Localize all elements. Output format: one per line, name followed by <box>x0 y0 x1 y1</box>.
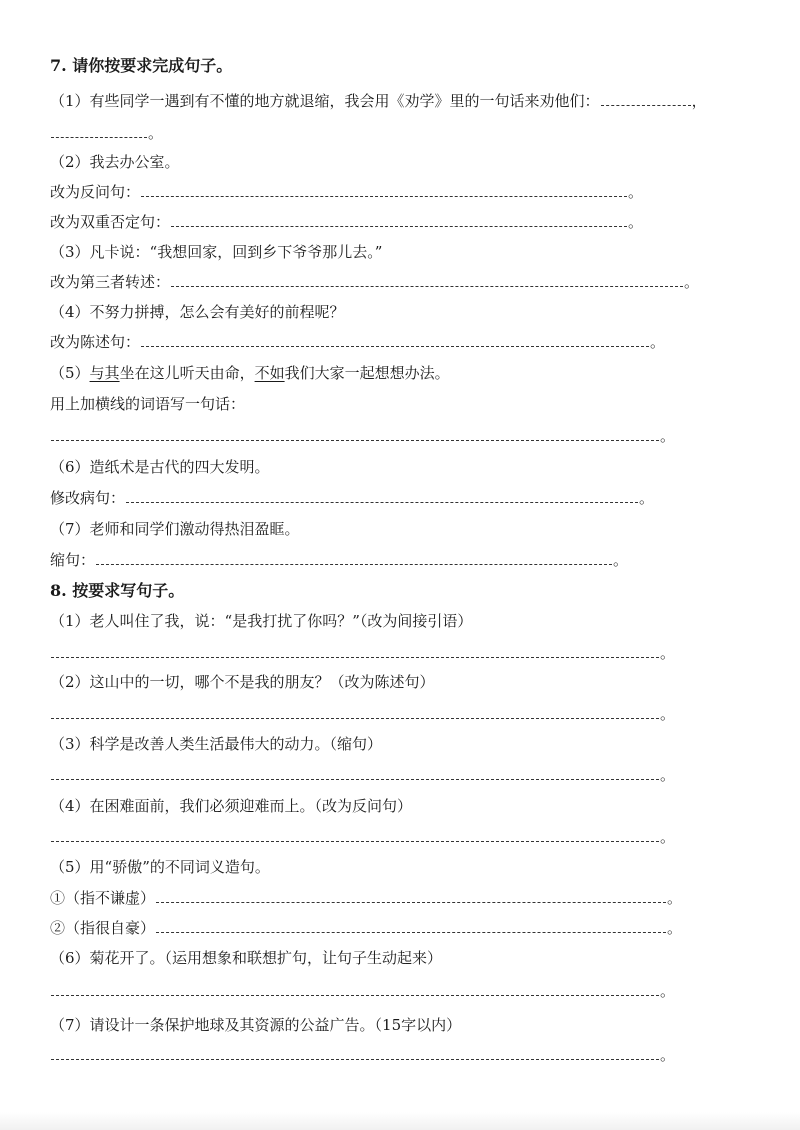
q7-s5-num: （5） <box>50 364 90 382</box>
q8-s4-end: 。 <box>660 828 676 846</box>
q8-s5a-end: 。 <box>667 889 683 907</box>
q8-heading: 8. 按要求写句子。 <box>50 581 185 600</box>
q7-s1-comma: ， <box>691 92 707 110</box>
q7-s6-answer[interactable] <box>126 490 638 503</box>
q8-s4-line <box>50 826 675 848</box>
q8-s1-end: 。 <box>660 644 676 662</box>
q7-s4-line <box>50 331 665 353</box>
q7-s5-answer[interactable] <box>51 428 659 441</box>
q8-s2-text: （2）这山中的一切，哪个不是我的朋友？（改为陈述句） <box>50 673 435 691</box>
q8-s4-answer[interactable] <box>51 829 659 842</box>
q7-s6-text: （6）造纸术是古代的四大发明。 <box>50 458 270 476</box>
q8-s2-line <box>50 703 675 725</box>
q8-s6-text: （6）菊花开了。（运用想象和联想扩句，让句子生动起来） <box>50 949 443 967</box>
q7-s6-line <box>50 487 654 509</box>
q7-heading: 7. 请你按要求完成句子。 <box>50 56 233 75</box>
q7-s6-end: 。 <box>639 489 655 507</box>
q7-s5-underlined-2: 不如 <box>254 364 285 382</box>
q8-s5b-answer[interactable] <box>156 920 666 933</box>
q8-s1-line <box>50 642 675 664</box>
q7-s4-text: （4）不努力拼搏，怎么会有美好的前程呢？ <box>50 303 345 321</box>
q8-s3-text: （3）科学是改善人类生活最伟大的动力。（缩句） <box>50 735 383 753</box>
q7-s7-answer[interactable] <box>96 552 612 565</box>
q7-s2-answer-2[interactable] <box>171 214 627 227</box>
q8-s1-answer[interactable] <box>51 645 659 658</box>
q7-s3-line <box>50 271 699 293</box>
q7-s2-text: （2）我去办公室。 <box>50 153 180 171</box>
q7-s2-line2 <box>50 211 643 233</box>
page-bottom-shadow <box>0 1112 800 1130</box>
q7-s5-mid: 坐在这儿听天由命， <box>119 364 255 382</box>
q8-s3-end: 。 <box>660 766 676 784</box>
q8-s5a-answer[interactable] <box>156 890 666 903</box>
q8-s4-text: （4）在困难面前，我们必须迎难而上。（改为反问句） <box>50 797 413 815</box>
q8-s7-line <box>50 1044 675 1066</box>
q8-s7-end: 。 <box>660 1046 676 1064</box>
q8-s5b-line <box>50 917 682 939</box>
q7-s4-answer[interactable] <box>141 334 649 347</box>
q7-s5-tail: 我们大家一起想想办法。 <box>284 364 450 382</box>
q8-s5a-prompt: ①（指不谦虚） <box>50 889 156 907</box>
q7-s1-text: （1）有些同学一遇到有不懂的地方就退缩，我会用《劝学》里的一句话来劝他们： <box>50 92 600 110</box>
q7-s3-answer[interactable] <box>171 274 683 287</box>
q8-s1-text: （1）老人叫住了我，说：“是我打扰了你吗？”（改为间接引语） <box>50 612 473 630</box>
q7-s3-prompt: 改为第三者转述： <box>50 273 171 291</box>
q7-s1-cont <box>50 122 163 144</box>
q7-s4-prompt: 改为陈述句： <box>50 333 141 351</box>
q7-s3-end: 。 <box>684 273 700 291</box>
q7-s7-end: 。 <box>613 551 629 569</box>
q7-s5-line <box>50 425 675 447</box>
q7-s1 <box>50 90 707 112</box>
q8-s3-answer[interactable] <box>51 767 659 780</box>
q8-s5b-end: 。 <box>667 919 683 937</box>
q7-s3-text: （3）凡卡说：“我想回家，回到乡下爷爷那儿去。” <box>50 243 383 261</box>
q8-s5-text: （5）用“骄傲”的不同词义造句。 <box>50 858 270 876</box>
q7-s5-prompt: 用上加横线的词语写一句话： <box>50 395 246 413</box>
q7-s2-end1: 。 <box>628 183 644 201</box>
q7-s5-text <box>50 362 450 384</box>
q8-s6-line <box>50 980 675 1002</box>
q7-s2-answer-1[interactable] <box>141 184 627 197</box>
q8-s2-answer[interactable] <box>51 706 659 719</box>
q7-s7-line <box>50 549 628 571</box>
q8-s6-answer[interactable] <box>51 983 659 996</box>
q7-s6-prompt: 修改病句： <box>50 489 126 507</box>
q7-s2-prompt2: 改为双重否定句： <box>50 213 171 231</box>
q7-s4-end: 。 <box>650 333 666 351</box>
q7-s1-answer-2[interactable] <box>51 125 147 138</box>
q7-s2-line1 <box>50 181 643 203</box>
q7-s5-underlined-1: 与其 <box>89 364 120 382</box>
q8-s5a-line <box>50 887 682 909</box>
q8-s2-end: 。 <box>660 705 676 723</box>
q7-s1-answer-1[interactable] <box>601 93 691 106</box>
q8-s3-line <box>50 764 675 786</box>
q7-s2-end2: 。 <box>628 213 644 231</box>
q8-s7-text: （7）请设计一条保护地球及其资源的公益广告。（15字以内） <box>50 1016 462 1034</box>
q7-s7-prompt: 缩句： <box>50 551 96 569</box>
q8-s5b-prompt: ②（指很自豪） <box>50 919 156 937</box>
q8-s7-answer[interactable] <box>51 1047 659 1060</box>
q7-s7-text: （7）老师和同学们激动得热泪盈眶。 <box>50 520 300 538</box>
q7-s2-prompt1: 改为反问句： <box>50 183 141 201</box>
q7-s1-end: 。 <box>148 124 164 142</box>
q7-s5-end: 。 <box>660 427 676 445</box>
q8-s6-end: 。 <box>660 982 676 1000</box>
